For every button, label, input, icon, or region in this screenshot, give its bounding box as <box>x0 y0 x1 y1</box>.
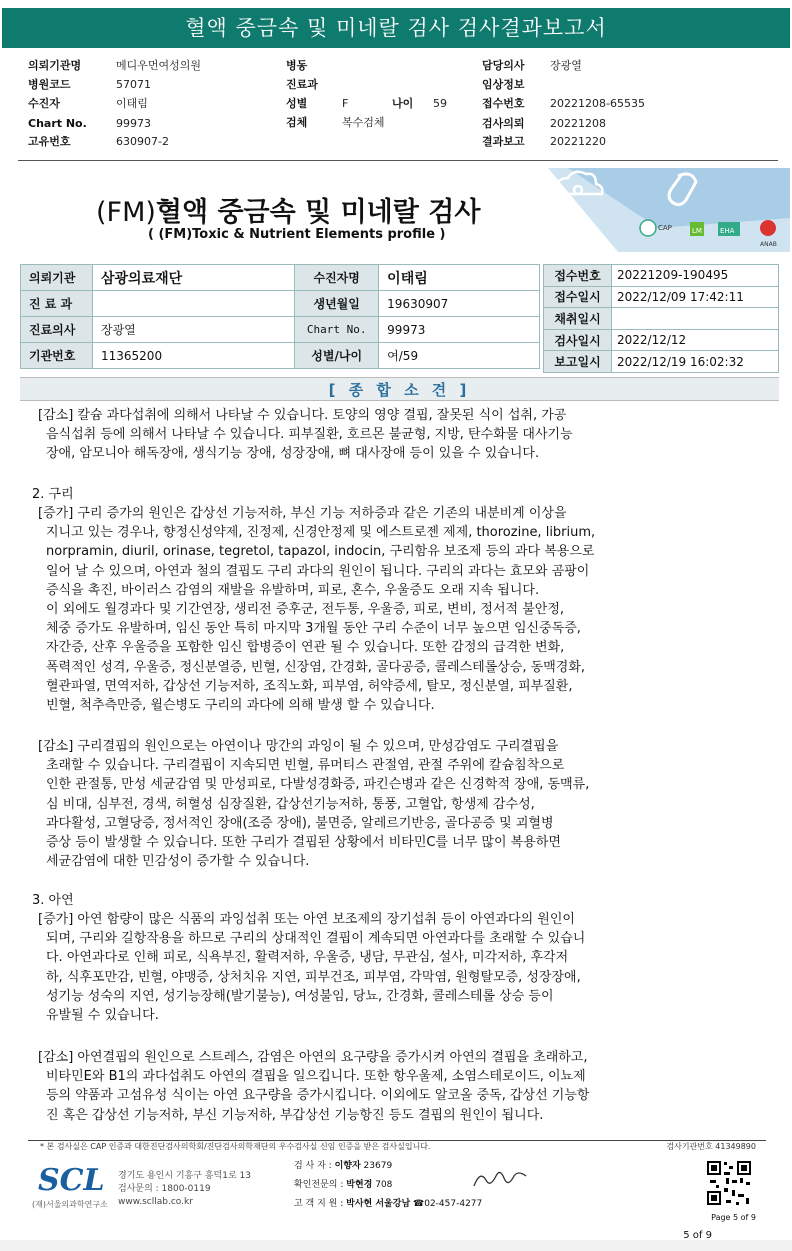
text-line: [증가] 구리 증가의 원인은 갑상선 기능저하, 부신 기능 저하증과 같은 기존의 내분비계 이상을 <box>38 506 567 521</box>
accreditation-note: * 본 검사실은 CAP 인증과 대한진단검사의학회/진단검사의학재단의 우수검사실 신임 인증을 받은 검사실입니다. <box>40 1142 431 1151</box>
table-key: 접수번호 <box>544 265 612 287</box>
text-line: 다. 아연과다로 인해 피로, 식욕부진, 활력저하, 우울증, 냉담, 무관심, 설사, 미각저하, 후각저 <box>46 950 569 966</box>
paragraph <box>38 737 758 871</box>
text-line: 이 외에도 월경과다 및 기간연장, 생리전 증후군, 전두통, 우울증, 피로, 변비, 정서적 불안정, <box>46 602 565 618</box>
table-key: 진료의사 <box>21 317 93 343</box>
meta-value: 장광열 <box>550 59 582 72</box>
logo-anab: ANAB <box>760 241 777 248</box>
website-line: www.scllab.co.kr <box>118 1197 193 1207</box>
meta-key: 의뢰기관명 <box>28 59 82 72</box>
title-prefix: (FM) <box>96 197 156 228</box>
text-line: 지니고 있는 경우나, 향정신성약제, 진정제, 신경안정제 및 에스트로젠 제제, thorozine, librium, <box>46 525 596 541</box>
text-line: 체중 증가도 유발하며, 임신 동안 특히 마지막 3개월 동안 구리 수준이 너무 높으면 임신중독증, <box>46 621 581 637</box>
text-line: 2. 구리 <box>32 487 74 502</box>
table-row <box>544 329 779 351</box>
text-line: 일어 날 수 있으며, 아연과 철의 결핍도 구리 과다의 원인이 됩니다. 구리의 과다는 효모와 곰팡이 <box>46 563 590 579</box>
text-line: 심 비대, 심부전, 경색, 허혈성 심장질환, 갑상선기능저하, 통풍, 고혈압, 항생제 감수성, <box>46 796 535 812</box>
meta-value: 59 <box>433 97 447 110</box>
divider <box>18 160 778 161</box>
table-key: 의뢰기관 <box>21 265 93 291</box>
meta-key: 검체 <box>286 116 308 129</box>
table-row <box>544 265 779 287</box>
table-value: 장광열 <box>93 317 295 343</box>
address-line: 경기도 용인시 기흥구 흥덕1로 13 <box>118 1171 251 1181</box>
table-value <box>93 291 295 317</box>
table-value: 99973 <box>379 317 540 343</box>
meta-value: 99973 <box>116 117 151 130</box>
text-line: 폭력적인 성격, 우울증, 정신분열증, 빈혈, 신장염, 간경화, 골다공증, 콜레스테롤상승, 동맥경화, <box>46 659 586 675</box>
paragraph <box>32 485 752 504</box>
meta-value: 20221208 <box>550 117 606 130</box>
table-value: 2022/12/12 <box>612 329 779 351</box>
meta-value: F <box>342 97 349 110</box>
meta-value: 복수검체 <box>342 116 385 129</box>
signatories <box>294 1157 482 1214</box>
table-row <box>21 291 540 317</box>
signature-image <box>470 1168 530 1192</box>
table-value: 2022/12/09 17:42:11 <box>612 286 779 308</box>
qr-code-icon <box>706 1160 752 1206</box>
table-row <box>21 317 540 343</box>
text-line: 초래할 수 있습니다. 구리결핍이 지속되면 빈혈, 류머티스 관절염, 관절 주위에 칼슘침착으로 <box>46 758 565 774</box>
inner-report-subtitle: ( (FM)Toxic & Nutrient Elements profile ) <box>148 227 446 242</box>
doctor-label: 확인전문의 : <box>294 1180 344 1190</box>
header-decoration <box>548 168 790 252</box>
table-value: 이태림 <box>379 265 540 291</box>
table-key: 진 료 과 <box>21 291 93 317</box>
meta-key: 나이 <box>392 97 414 110</box>
meta-key: 병원코드 <box>28 78 71 91</box>
meta-key: 임상정보 <box>482 78 525 91</box>
meta-key: 담당의사 <box>482 59 525 72</box>
text-line: 증식을 촉진, 바이러스 감염의 재발을 유발하며, 피로, 혼수, 우울증도 오래 지속 됩니다. <box>46 582 540 598</box>
logo-subtitle: (재)서울의과학연구소 <box>32 1200 108 1209</box>
table-key: 채취일시 <box>544 308 612 330</box>
table-value: 19630907 <box>379 291 540 317</box>
logo-eha: EHA <box>720 227 735 235</box>
table-row <box>544 308 779 330</box>
meta-value: 이태림 <box>116 97 148 110</box>
text-line: 등의 약품과 고섬유성 식이는 아연 요구량을 증가시킵니다. 이외에도 알코올 중독, 갑상선 기능항 <box>46 1088 590 1104</box>
paragraph <box>38 504 758 715</box>
doctor-name: 박현경 <box>346 1180 373 1190</box>
logo-lm: LM <box>692 227 702 235</box>
text-line: norpramin, diuril, orinase, tegretol, tapazol, indocin, 구리함유 보조제 등의 과다 복용으로 <box>46 544 595 560</box>
inner-report-title <box>96 190 480 229</box>
paragraph <box>32 891 752 910</box>
paragraph <box>38 910 758 1025</box>
table-key: 검사일시 <box>544 329 612 351</box>
report-title: 혈액 중금속 및 미네랄 검사 검사결과보고서 <box>2 8 790 48</box>
table-key: 보고일시 <box>544 351 612 373</box>
table-value: 2022/12/19 16:02:32 <box>612 351 779 373</box>
lab-address <box>118 1170 251 1209</box>
text-line: 자간증, 산후 우울증을 포함한 임신 합병증이 연관 될 수 있습니다. 또한 감정의 급격한 변화, <box>46 640 565 656</box>
text-line: 혈관파열, 면역저하, 갑상선 기능저하, 조직노화, 피부염, 허약증세, 탈모, 정신분열, 피부질환, <box>46 678 573 694</box>
support-name: 박사현 서울강남 <box>346 1199 411 1209</box>
text-line: 음식섭취 등에 의해서 나타날 수 있습니다. 피부질환, 호르몬 불균형, 지방, 탄수화물 대사기능 <box>46 427 573 443</box>
text-line: 유발될 수 있습니다. <box>46 1008 159 1024</box>
paragraph <box>38 1048 758 1125</box>
text-line: 과다활성, 고혈당증, 정서적인 장애(조증 장애), 불면증, 알레르기반응, 골다공증 및 괴혈병 <box>46 815 554 831</box>
table-key: Chart No. <box>295 317 379 343</box>
text-line: 비타민E와 B1의 과다섭취도 아연의 결핍을 일으킵니다. 또한 항우울제, 소염스테로이드, 이뇨제 <box>46 1069 586 1085</box>
meta-key: 수진자 <box>28 97 60 110</box>
paragraph <box>38 406 758 464</box>
table-key: 생년월일 <box>295 291 379 317</box>
table-key: 기관번호 <box>21 343 93 369</box>
text-line: [감소] 칼슘 과다섭취에 의해서 나타날 수 있습니다. 토양의 영양 결핍, 잘못된 식이 섭취, 가공 <box>38 408 567 423</box>
text-line: [감소] 구리결핍의 원인으로는 아연이나 망간의 과잉이 될 수 있으며, 만성감염도 구리결핍을 <box>38 739 559 754</box>
page-indicator: 5 of 9 <box>683 1230 712 1241</box>
section-title: [ 종 합 소 견 ] <box>20 377 779 401</box>
table-row <box>544 351 779 373</box>
meta-key: 병동 <box>286 59 308 72</box>
text-line: 3. 아연 <box>32 893 74 908</box>
table-value: 20221209-190495 <box>612 265 779 287</box>
text-line: 장애, 암모니아 해독장애, 생식기능 장애, 성장장애, 뼈 대사장애 등이 있을 수 있습니다. <box>46 446 540 462</box>
tester-name: 이향자 <box>334 1161 361 1171</box>
tester-no: 23679 <box>363 1161 393 1171</box>
support-label: 고 객 지 원 : <box>294 1199 344 1209</box>
page-indicator-small: Page 5 of 9 <box>711 1213 756 1222</box>
text-line: [감소] 아연결핍의 원인으로 스트레스, 감염은 아연의 요구량을 증가시켜 아연의 결핍을 초래하고, <box>38 1050 588 1065</box>
text-line: 인한 관절통, 만성 세균감염 및 만성피로, 다발성경화증, 파킨슨병과 같은 신경학적 장애, 동맥류, <box>46 777 590 793</box>
doctor-no: 708 <box>375 1180 393 1190</box>
meta-key: 접수번호 <box>482 97 525 110</box>
text-line: 되며, 구리와 길항작용을 하므로 구리의 상대적인 결핍이 계속되면 아연과다를 초래할 수 있습니 <box>46 931 586 947</box>
meta-key: 검사의뢰 <box>482 117 525 130</box>
tester-label: 검 사 자 : <box>294 1161 332 1171</box>
text-line: 진 혹은 갑상선 기능저하, 부신 기능저하, 부갑상선 기능항진 등도 결핍의 원인이 됩니다. <box>46 1107 544 1123</box>
patient-info-table <box>20 264 540 369</box>
meta-value: 20221208-65535 <box>550 97 645 110</box>
text-line: 성기능 성숙의 지연, 성기능장해(발기불능), 여성불임, 당뇨, 간경화, 콜레스테롤 상승 등이 <box>46 988 554 1004</box>
phone-line: 검사문의 : 1800-0119 <box>118 1184 211 1194</box>
meta-key: 고유번호 <box>28 135 71 148</box>
table-row <box>21 343 540 369</box>
text-line: 빈혈, 척추측만증, 윌슨병도 구리의 과다에 의해 발생 할 수 있습니다. <box>46 698 435 714</box>
scl-logo: SCL <box>38 1163 105 1198</box>
table-value: 삼광의료재단 <box>93 265 295 291</box>
text-line: 하, 식후포만감, 빈혈, 야맹증, 상처치유 지연, 피부건조, 피부염, 각막염, 원형탈모증, 성장장애, <box>46 969 581 985</box>
table-value: 11365200 <box>93 343 295 369</box>
table-row <box>21 265 540 291</box>
meta-value: 메디우먼여성의원 <box>116 59 202 72</box>
title-main: 혈액 중금속 및 미네랄 검사 <box>155 197 481 228</box>
meta-key: 결과보고 <box>482 135 525 148</box>
text-line: [증가] 아연 함량이 많은 식품의 과잉섭취 또는 아연 보조제의 장기섭취 등이 아연과다의 원인이 <box>38 912 575 927</box>
text-line: 세균감염에 대한 민감성이 증가할 수 있습니다. <box>46 854 310 870</box>
meta-key: 성별 <box>286 97 308 110</box>
table-value: 여/59 <box>379 343 540 369</box>
meta-value: 57071 <box>116 78 151 91</box>
meta-value: 20221220 <box>550 135 606 148</box>
receipt-table <box>543 264 779 373</box>
institution-number: 검사기관번호 41349890 <box>666 1142 756 1151</box>
meta-key: 진료과 <box>286 78 318 91</box>
support-phone: ☎02-457-4277 <box>413 1199 483 1209</box>
table-row <box>544 286 779 308</box>
table-key: 접수일시 <box>544 286 612 308</box>
meta-value: 630907-2 <box>116 135 169 148</box>
logo-cap: CAP <box>658 224 672 232</box>
table-key: 성별/나이 <box>295 343 379 369</box>
meta-key: Chart No. <box>28 117 87 130</box>
text-line: 증상 등이 발생할 수 있습니다. 또한 구리가 결핍된 상황에서 비타민C를 너무 많이 복용하면 <box>46 835 561 851</box>
table-value <box>612 308 779 330</box>
table-key: 수진자명 <box>295 265 379 291</box>
